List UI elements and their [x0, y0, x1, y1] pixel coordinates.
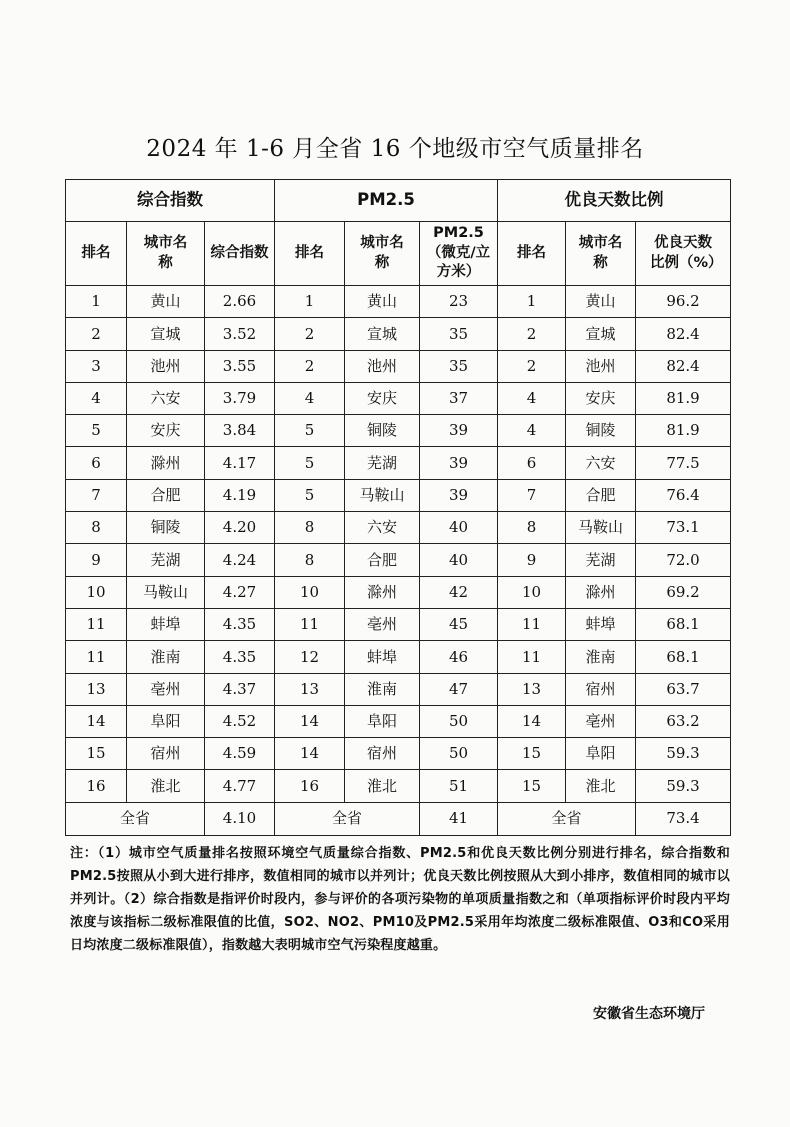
table-cell: 12	[275, 641, 345, 673]
group-header-cell: PM2.5	[275, 180, 498, 222]
table-cell: 池州	[345, 350, 420, 382]
table-cell: 13	[498, 673, 566, 705]
table-cell: 16	[275, 770, 345, 802]
table-row	[66, 641, 731, 673]
table-row	[66, 770, 731, 802]
column-header-cell	[566, 222, 636, 286]
table-row	[66, 673, 731, 705]
table-cell: 76.4	[636, 479, 731, 511]
table-cell: 4.77	[205, 770, 275, 802]
total-value-cell: 73.4	[636, 802, 731, 835]
table-cell: 阜阳	[127, 705, 205, 737]
table-cell: 5	[66, 415, 127, 447]
table-cell: 合肥	[127, 479, 205, 511]
table-cell: 9	[66, 544, 127, 576]
footnote: 注：（1）城市空气质量排名按照环境空气质量综合指数、PM2.5和优良天数比例分别进行排名，综合指数和PM2.5按照从小到大进行排序，数值相同的城市以并列计；优良天数比例按照从大到小排序，数值相同的城市以并列计。（2）综合指数是指评价时段内，参与评价的各项污染物的单项质量指数之和（单项指标评价时段内平均浓度与该指标二级标准限值的比值，SO2、NO2、PM10及PM2.5采用年均浓度二级标准限值、O3和CO采用日均浓度二级标准限值），指数越大表明城市空气污染程度越重。	[70, 846, 730, 953]
table-cell: 16	[66, 770, 127, 802]
table-cell: 8	[275, 544, 345, 576]
column-header-cell	[498, 222, 566, 286]
table-cell: 4.35	[205, 608, 275, 640]
table-cell: 72.0	[636, 544, 731, 576]
table-cell: 13	[66, 673, 127, 705]
table-cell: 4.20	[205, 512, 275, 544]
total-label-cell: 全省	[275, 802, 420, 835]
table-cell: 2	[66, 318, 127, 350]
table-cell: 82.4	[636, 318, 731, 350]
column-header-cell	[275, 222, 345, 286]
table-cell: 14	[66, 705, 127, 737]
table-cell: 42	[420, 576, 498, 608]
table-cell: 宣城	[345, 318, 420, 350]
table-cell: 4.35	[205, 641, 275, 673]
table-cell: 11	[498, 641, 566, 673]
table-cell: 2	[275, 318, 345, 350]
table-cell: 4	[498, 415, 566, 447]
table-cell: 4	[498, 382, 566, 414]
table-cell: 淮北	[345, 770, 420, 802]
table-cell: 10	[498, 576, 566, 608]
table-cell: 82.4	[636, 350, 731, 382]
column-header-label: 综合指数	[210, 244, 269, 261]
table-row	[66, 576, 731, 608]
table-cell: 39	[420, 447, 498, 479]
table-cell: 6	[498, 447, 566, 479]
table-cell: 亳州	[127, 673, 205, 705]
table-cell: 4	[275, 382, 345, 414]
table-cell: 39	[420, 479, 498, 511]
table-cell: 安庆	[345, 382, 420, 414]
table-row	[66, 705, 731, 737]
total-label-cell: 全省	[498, 802, 636, 835]
table-cell: 亳州	[345, 608, 420, 640]
table-cell: 3.84	[205, 415, 275, 447]
table-cell: 51	[420, 770, 498, 802]
table-cell: 4.27	[205, 576, 275, 608]
table-row	[66, 479, 731, 511]
column-header-label: 排名	[81, 244, 111, 261]
table-cell: 芜湖	[566, 544, 636, 576]
table-cell: 11	[275, 608, 345, 640]
table-cell: 14	[275, 738, 345, 770]
table-cell: 81.9	[636, 415, 731, 447]
table-cell: 14	[498, 705, 566, 737]
table-cell: 73.1	[636, 512, 731, 544]
table-cell: 45	[420, 608, 498, 640]
ranking-table	[65, 179, 731, 836]
table-cell: 马鞍山	[127, 576, 205, 608]
group-header-cell: 综合指数	[66, 180, 275, 222]
table-cell: 68.1	[636, 641, 731, 673]
table-cell: 13	[275, 673, 345, 705]
table-cell: 芜湖	[127, 544, 205, 576]
table-cell: 47	[420, 673, 498, 705]
table-cell: 15	[498, 738, 566, 770]
table-cell: 6	[66, 447, 127, 479]
table-cell: 39	[420, 415, 498, 447]
table-cell: 68.1	[636, 608, 731, 640]
page-title: 2024 年 1-6 月全省 16 个地级市空气质量排名	[146, 136, 644, 162]
table-cell: 3.52	[205, 318, 275, 350]
table-row	[66, 544, 731, 576]
table-cell: 77.5	[636, 447, 731, 479]
table-cell: 8	[275, 512, 345, 544]
total-value-cell: 4.10	[205, 802, 275, 835]
table-cell: 11	[66, 608, 127, 640]
table-cell: 11	[498, 608, 566, 640]
table-cell: 2.66	[205, 286, 275, 318]
table-cell: 六安	[345, 512, 420, 544]
table-cell: 11	[66, 641, 127, 673]
table-cell: 35	[420, 318, 498, 350]
table-cell: 铜陵	[127, 512, 205, 544]
table-cell: 1	[498, 286, 566, 318]
column-header-cell	[345, 222, 420, 286]
table-cell: 黄山	[127, 286, 205, 318]
table-cell: 14	[275, 705, 345, 737]
table-cell: 59.3	[636, 738, 731, 770]
table-cell: 蚌埠	[566, 608, 636, 640]
table-cell: 六安	[566, 447, 636, 479]
table-row	[66, 286, 731, 318]
table-cell: 8	[498, 512, 566, 544]
table-cell: 5	[275, 415, 345, 447]
table-cell: 芜湖	[345, 447, 420, 479]
table-cell: 59.3	[636, 770, 731, 802]
column-header-row	[66, 222, 731, 286]
table-cell: 37	[420, 382, 498, 414]
table-cell: 淮北	[566, 770, 636, 802]
table-cell: 4.37	[205, 673, 275, 705]
table-cell: 23	[420, 286, 498, 318]
table-cell: 63.7	[636, 673, 731, 705]
table-cell: 淮南	[566, 641, 636, 673]
table-cell: 安庆	[127, 415, 205, 447]
table-row	[66, 415, 731, 447]
table-cell: 4.24	[205, 544, 275, 576]
table-cell: 铜陵	[566, 415, 636, 447]
table-cell: 合肥	[345, 544, 420, 576]
table-cell: 3.79	[205, 382, 275, 414]
table-row	[66, 512, 731, 544]
table-cell: 50	[420, 705, 498, 737]
table-cell: 10	[275, 576, 345, 608]
table-cell: 5	[275, 447, 345, 479]
group-header-row	[66, 180, 731, 222]
table-row	[66, 382, 731, 414]
table-cell: 81.9	[636, 382, 731, 414]
table-cell: 5	[275, 479, 345, 511]
column-header-cell	[127, 222, 205, 286]
table-cell: 4.52	[205, 705, 275, 737]
table-cell: 15	[66, 738, 127, 770]
table-cell: 安庆	[566, 382, 636, 414]
table-cell: 马鞍山	[345, 479, 420, 511]
column-header-label: 城市名称	[578, 234, 623, 271]
table-cell: 滁州	[127, 447, 205, 479]
table-cell: 50	[420, 738, 498, 770]
table-cell: 40	[420, 512, 498, 544]
table-row	[66, 608, 731, 640]
table-cell: 1	[275, 286, 345, 318]
table-cell: 宣城	[566, 318, 636, 350]
table-cell: 滁州	[345, 576, 420, 608]
table-cell: 马鞍山	[566, 512, 636, 544]
table-cell: 4.17	[205, 447, 275, 479]
table-cell: 池州	[127, 350, 205, 382]
issuing-agency: 安徽省生态环境厅	[593, 1006, 705, 1022]
column-header-label: 排名	[295, 244, 325, 261]
table-row	[66, 447, 731, 479]
column-header-label: 排名	[517, 244, 547, 261]
table-cell: 3	[66, 350, 127, 382]
table-cell: 宿州	[566, 673, 636, 705]
column-header-label: PM2.5（微克/立方米）	[426, 225, 491, 281]
table-cell: 96.2	[636, 286, 731, 318]
table-cell: 宿州	[127, 738, 205, 770]
column-header-label: 城市名称	[143, 234, 188, 271]
table-cell: 8	[66, 512, 127, 544]
table-cell: 阜阳	[566, 738, 636, 770]
table-cell: 15	[498, 770, 566, 802]
table-cell: 40	[420, 544, 498, 576]
table-cell: 7	[66, 479, 127, 511]
table-cell: 池州	[566, 350, 636, 382]
table-cell: 4.59	[205, 738, 275, 770]
table-cell: 宿州	[345, 738, 420, 770]
table-cell: 2	[275, 350, 345, 382]
column-header-cell	[420, 222, 498, 286]
total-label-cell: 全省	[66, 802, 205, 835]
column-header-label: 城市名称	[360, 234, 404, 271]
table-cell: 阜阳	[345, 705, 420, 737]
table-cell: 淮南	[345, 673, 420, 705]
table-cell: 黄山	[345, 286, 420, 318]
table-cell: 宣城	[127, 318, 205, 350]
table-cell: 1	[66, 286, 127, 318]
table-cell: 7	[498, 479, 566, 511]
table-cell: 2	[498, 350, 566, 382]
column-header-cell	[66, 222, 127, 286]
column-header-cell	[636, 222, 731, 286]
table-row	[66, 350, 731, 382]
table-cell: 合肥	[566, 479, 636, 511]
table-cell: 蚌埠	[345, 641, 420, 673]
table-cell: 铜陵	[345, 415, 420, 447]
table-cell: 黄山	[566, 286, 636, 318]
table-cell: 淮北	[127, 770, 205, 802]
table-cell: 4.19	[205, 479, 275, 511]
province-total-row	[66, 802, 731, 835]
table-cell: 六安	[127, 382, 205, 414]
table-cell: 69.2	[636, 576, 731, 608]
table-cell: 亳州	[566, 705, 636, 737]
table-cell: 4	[66, 382, 127, 414]
column-header-cell	[205, 222, 275, 286]
table-cell: 10	[66, 576, 127, 608]
table-cell: 蚌埠	[127, 608, 205, 640]
table-cell: 35	[420, 350, 498, 382]
table-cell: 3.55	[205, 350, 275, 382]
table-row	[66, 738, 731, 770]
table-cell: 9	[498, 544, 566, 576]
group-header-cell: 优良天数比例	[498, 180, 731, 222]
table-cell: 2	[498, 318, 566, 350]
table-cell: 46	[420, 641, 498, 673]
table-cell: 63.2	[636, 705, 731, 737]
table-cell: 滁州	[566, 576, 636, 608]
column-header-label: 优良天数比例（%）	[650, 234, 723, 271]
table-cell: 淮南	[127, 641, 205, 673]
table-row	[66, 318, 731, 350]
total-value-cell: 41	[420, 802, 498, 835]
